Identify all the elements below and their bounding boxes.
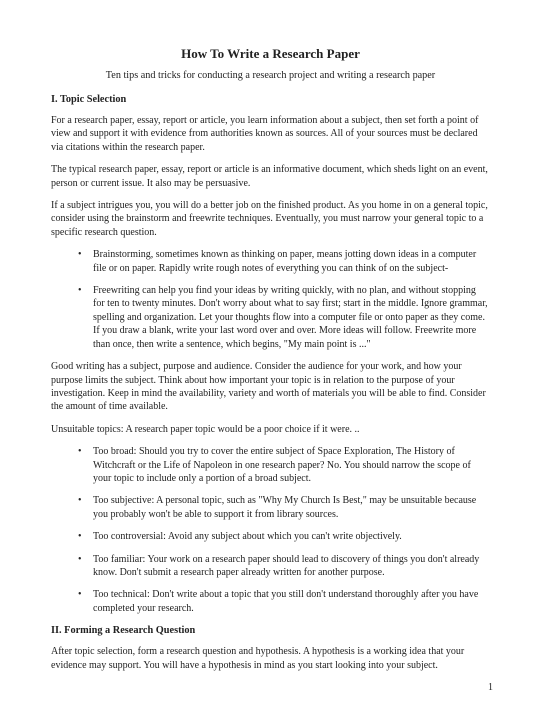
bullet-icon: • bbox=[78, 446, 82, 458]
list-item bbox=[78, 248, 490, 275]
bullet-icon: • bbox=[78, 285, 82, 297]
list-item-text: Too subjective: A personal topic, such as "Why My Church Is Best," may be unsuitable because you probably won't be able to support it from library sources. bbox=[93, 495, 477, 520]
list-item bbox=[78, 530, 490, 543]
list-item-text: Too controversial: Avoid any subject about which you can't write objectively. bbox=[93, 531, 402, 543]
bullet-icon: • bbox=[78, 531, 82, 543]
bullet-icon: • bbox=[78, 589, 82, 601]
page-number: 1 bbox=[488, 682, 493, 693]
paragraph: If a subject intrigues you, you will do a better job on the finished product. As you home in on a general topic, consider using the brainstorm and freewrite techniques. Eventually, you must narrow your general topic to a specific research question. bbox=[51, 200, 488, 238]
section-heading: I. Topic Selection bbox=[51, 94, 127, 105]
list-item-text: Too broad: Should you try to cover the entire subject of Space Exploration, The History of Witchcraft or the Life of Napoleon in one research paper? No. You should narrow the scope of your topic to include only a portion of a broad subject. bbox=[93, 446, 471, 484]
bullet-icon: • bbox=[78, 249, 82, 261]
section-heading: II. Forming a Research Question bbox=[51, 625, 196, 637]
paragraph: Good writing has a subject, purpose and audience. Consider the audience for your work, and how your purpose limits the subject. Think about how important your topic is in relation to the purpose of your investigation. Keep in mind the availability, variety and worth of materials you will be able to find. Consider the amount of time available. bbox=[51, 361, 486, 413]
list-item bbox=[78, 445, 490, 485]
bullet-icon: • bbox=[78, 553, 82, 565]
list-item-text: Too technical: Don't write about a topic that you still don't understand thoroughly after you have completed your research. bbox=[93, 589, 479, 614]
list-item bbox=[78, 588, 490, 615]
list-item-text: Freewriting can help you find your ideas by writing quickly, with no plan, and without stopping for ten to twenty minutes. Don't worry about what to say first; start in the middle. Ignore grammar, spelling and organization. Let your thoughts flow into a computer file or onto paper as they come. If you draw a blank, write your last word over and over. More ideas will follow. Freewrite more than once, then write a sentence, which begins, "My main point is ..." bbox=[93, 285, 488, 350]
document-body bbox=[51, 93, 490, 672]
paragraph: For a research paper, essay, report or article, you learn information about a subject, then set forth a point of view and support it with evidence from authorities known as sources. All of your sources must be declared via citations within the research paper. bbox=[51, 115, 479, 153]
list-item-text: Brainstorming, sometimes known as thinking on paper, means jotting down ideas in a computer file or on paper. Rapidly write rough notes of everything you can think of on the subject- bbox=[93, 249, 477, 274]
list-item-text: Too familiar: Your work on a research paper should lead to discovery of things you don't already know. Don't submit a research paper already written for another purpose. bbox=[93, 553, 480, 578]
bullet-icon: • bbox=[78, 495, 82, 507]
list-item bbox=[78, 284, 490, 351]
bullet-list bbox=[51, 248, 490, 351]
bullet-list bbox=[51, 445, 490, 615]
list-item bbox=[78, 553, 490, 580]
paragraph: The typical research paper, essay, report or article is an informative document, which sheds light on an event, person or current issue. It also may be persuasive. bbox=[51, 164, 488, 189]
paragraph: Unsuitable topics: A research paper topic would be a poor choice if it were. .. bbox=[51, 423, 360, 435]
document-subtitle: Ten tips and tricks for conducting a research project and writing a research paper bbox=[105, 70, 436, 81]
document-title: How To Write a Research Paper bbox=[181, 46, 360, 61]
paragraph: After topic selection, form a research question and hypothesis. A hypothesis is a working idea that your evidence may support. You will have a hypothesis in mind as you start looking into your subject. bbox=[51, 646, 465, 671]
list-item bbox=[78, 494, 490, 521]
